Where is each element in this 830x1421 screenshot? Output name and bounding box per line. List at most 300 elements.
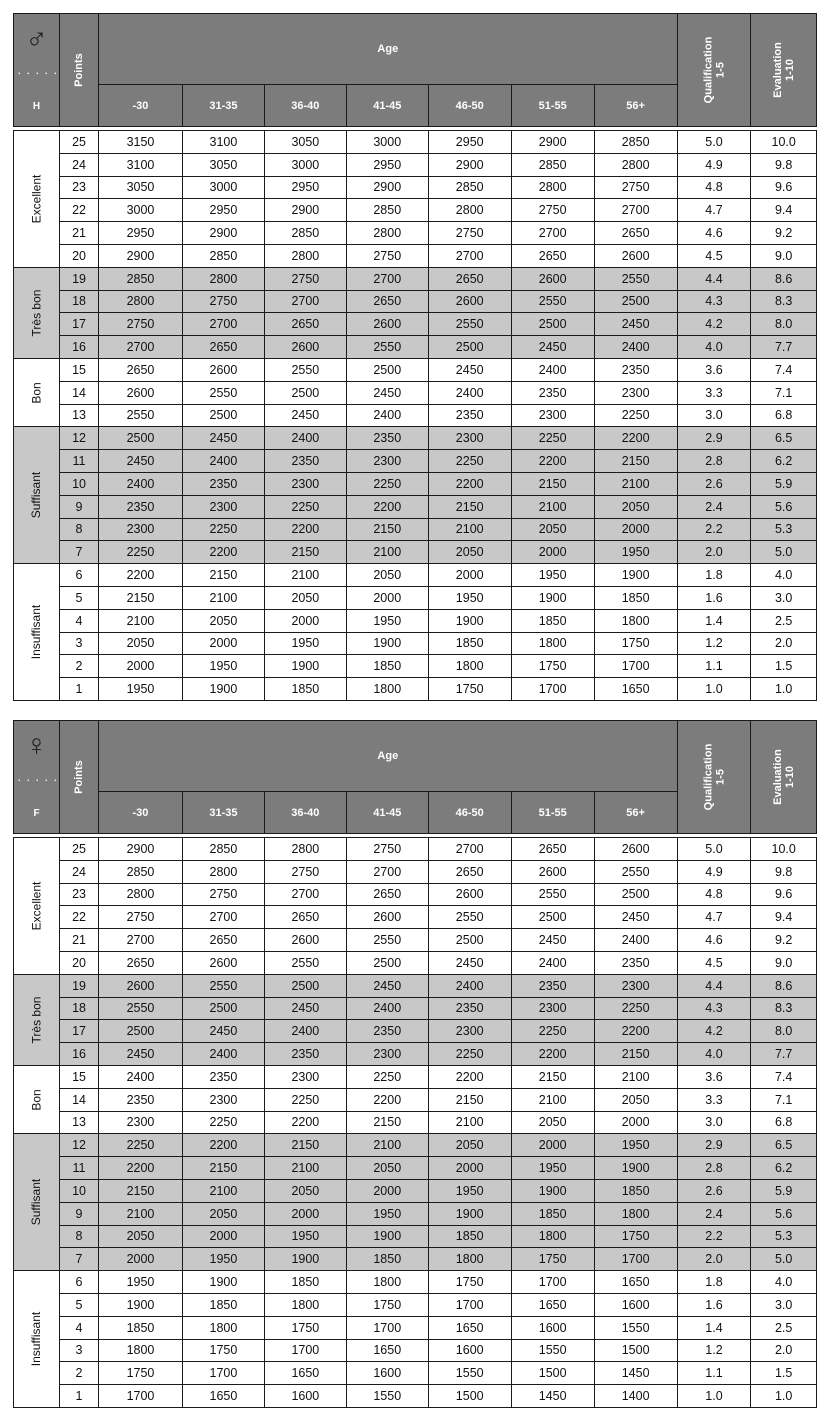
score-cell: 2700	[264, 290, 346, 313]
qualification-cell: 2.4	[677, 1202, 751, 1225]
score-cell: 1900	[346, 632, 428, 655]
score-cell: 2950	[98, 222, 182, 245]
qualification-cell: 2.6	[677, 472, 751, 495]
qualification-cell: 2.9	[677, 1134, 751, 1157]
evaluation-cell: 6.2	[751, 450, 817, 473]
qualification-cell: 4.2	[677, 313, 751, 336]
score-cell: 1800	[346, 1271, 428, 1294]
score-cell: 2200	[511, 450, 594, 473]
score-cell: 2900	[346, 176, 428, 199]
points-cell: 9	[60, 1202, 99, 1225]
score-cell: 2850	[511, 153, 594, 176]
score-cell: 2800	[594, 153, 677, 176]
evaluation-cell: 2.0	[751, 1339, 817, 1362]
points-cell: 7	[60, 1248, 99, 1271]
score-cell: 2550	[511, 883, 594, 906]
score-cell: 2250	[346, 472, 428, 495]
score-cell: 2650	[264, 906, 346, 929]
score-cell: 1600	[264, 1385, 346, 1408]
score-cell: 1900	[98, 1293, 182, 1316]
points-cell: 18	[60, 290, 99, 313]
qualification-cell: 1.6	[677, 1293, 751, 1316]
table-row	[14, 267, 817, 290]
points-cell: 20	[60, 951, 99, 974]
score-cell: 2150	[98, 1179, 182, 1202]
score-cell: 2000	[511, 541, 594, 564]
score-cell: 1450	[594, 1362, 677, 1385]
evaluation-cell: 9.8	[751, 860, 817, 883]
score-cell: 2000	[594, 1111, 677, 1134]
qualification-cell: 4.8	[677, 883, 751, 906]
score-cell: 2300	[511, 404, 594, 427]
evaluation-cell: 7.7	[751, 336, 817, 359]
score-cell: 2300	[594, 974, 677, 997]
table-row	[14, 1088, 817, 1111]
evaluation-cell: 2.5	[751, 1316, 817, 1339]
qualification-cell: 2.2	[677, 1225, 751, 1248]
score-cell: 2600	[182, 951, 264, 974]
score-cell: 2450	[594, 906, 677, 929]
evaluation-cell: 6.5	[751, 1134, 817, 1157]
score-cell: 2800	[182, 267, 264, 290]
score-cell: 1950	[182, 655, 264, 678]
score-cell: 2100	[594, 1065, 677, 1088]
score-cell: 1600	[428, 1339, 511, 1362]
score-cell: 1900	[428, 609, 511, 632]
score-cell: 2200	[594, 1020, 677, 1043]
score-cell: 2200	[264, 1111, 346, 1134]
evaluation-header	[751, 14, 817, 127]
qualification-range: 1-5	[713, 769, 726, 785]
score-cell: 1750	[428, 1271, 511, 1294]
score-cell: 2200	[511, 1043, 594, 1066]
score-cell: 2750	[594, 176, 677, 199]
score-cell: 1700	[594, 655, 677, 678]
score-cell: 2600	[346, 313, 428, 336]
score-cell: 2150	[346, 518, 428, 541]
score-cell: 2550	[428, 906, 511, 929]
score-cell: 2400	[428, 974, 511, 997]
evaluation-cell: 8.0	[751, 313, 817, 336]
qualification-cell: 1.8	[677, 1271, 751, 1294]
score-cell: 2000	[428, 564, 511, 587]
score-cell: 2250	[182, 518, 264, 541]
age-group-header: 56+	[594, 85, 677, 127]
score-cell: 2700	[346, 860, 428, 883]
score-cell: 2550	[511, 290, 594, 313]
score-cell: 1950	[594, 541, 677, 564]
score-cell: 2150	[594, 1043, 677, 1066]
score-cell: 2900	[98, 244, 182, 267]
points-cell: 16	[60, 336, 99, 359]
score-cell: 1850	[182, 1293, 264, 1316]
evaluation-cell: 9.8	[751, 153, 817, 176]
score-cell: 2700	[594, 199, 677, 222]
separator-dots: . . . . .	[18, 773, 59, 783]
score-cell: 1650	[264, 1362, 346, 1385]
score-cell: 2100	[346, 541, 428, 564]
qualification-label: Qualification	[701, 743, 714, 811]
score-cell: 2000	[264, 1202, 346, 1225]
qualification-cell: 5.0	[677, 131, 751, 154]
sex-cell	[14, 721, 60, 834]
score-cell: 2750	[98, 313, 182, 336]
score-cell: 2300	[594, 381, 677, 404]
category-cell	[14, 267, 60, 358]
points-cell: 23	[60, 176, 99, 199]
score-cell: 2400	[264, 427, 346, 450]
qualification-cell: 1.4	[677, 1316, 751, 1339]
age-header	[98, 721, 677, 792]
score-cell: 2200	[182, 541, 264, 564]
qualification-cell: 4.6	[677, 222, 751, 245]
score-cell: 2400	[346, 404, 428, 427]
score-cell: 2400	[346, 997, 428, 1020]
evaluation-cell: 5.0	[751, 1248, 817, 1271]
score-cell: 1950	[594, 1134, 677, 1157]
score-cell: 2250	[511, 427, 594, 450]
score-cell: 1800	[594, 609, 677, 632]
score-cell: 1650	[182, 1385, 264, 1408]
score-cell: 2050	[182, 1202, 264, 1225]
score-cell: 1950	[428, 1179, 511, 1202]
category-cell	[14, 1134, 60, 1271]
score-cell: 2150	[264, 541, 346, 564]
score-cell: 2850	[98, 267, 182, 290]
score-cell: 2550	[182, 974, 264, 997]
score-cell: 1950	[98, 1271, 182, 1294]
qualification-header	[677, 14, 751, 127]
score-cell: 1900	[428, 1202, 511, 1225]
score-cell: 2600	[428, 290, 511, 313]
score-cell: 1850	[511, 1202, 594, 1225]
table-row	[14, 404, 817, 427]
table-row	[14, 951, 817, 974]
female-symbol-icon: ♀	[25, 729, 48, 762]
category-label: Bon	[29, 1088, 44, 1111]
qualification-cell: 1.2	[677, 1339, 751, 1362]
male-symbol-icon: ♂	[25, 22, 48, 55]
score-cell: 2600	[264, 929, 346, 952]
score-cell: 2000	[182, 632, 264, 655]
table-row	[14, 336, 817, 359]
points-cell: 21	[60, 222, 99, 245]
score-cell: 2700	[511, 222, 594, 245]
score-cell: 2900	[511, 131, 594, 154]
score-cell: 2100	[594, 472, 677, 495]
evaluation-cell: 9.4	[751, 906, 817, 929]
evaluation-cell: 6.5	[751, 427, 817, 450]
score-cell: 1700	[428, 1293, 511, 1316]
category-label: Très bon	[29, 996, 44, 1044]
score-cell: 2250	[428, 1043, 511, 1066]
score-cell: 2100	[98, 1202, 182, 1225]
score-cell: 2500	[346, 358, 428, 381]
score-cell: 2250	[346, 1065, 428, 1088]
points-cell: 2	[60, 1362, 99, 1385]
score-cell: 1800	[346, 678, 428, 701]
points-cell: 17	[60, 313, 99, 336]
score-cell: 2700	[428, 244, 511, 267]
points-cell: 24	[60, 153, 99, 176]
score-cell: 2850	[428, 176, 511, 199]
score-cell: 2100	[98, 609, 182, 632]
score-cell: 2400	[98, 1065, 182, 1088]
score-cell: 1750	[511, 1248, 594, 1271]
points-cell: 10	[60, 472, 99, 495]
evaluation-cell: 6.8	[751, 404, 817, 427]
score-cell: 2700	[98, 929, 182, 952]
points-cell: 9	[60, 495, 99, 518]
score-cell: 2650	[511, 244, 594, 267]
qualification-cell: 1.1	[677, 1362, 751, 1385]
score-cell: 3150	[98, 131, 182, 154]
points-cell: 19	[60, 974, 99, 997]
score-cell: 2450	[511, 929, 594, 952]
points-cell: 22	[60, 906, 99, 929]
score-cell: 3000	[346, 131, 428, 154]
qualification-cell: 2.8	[677, 1157, 751, 1180]
table-row	[14, 1134, 817, 1157]
table-row	[14, 427, 817, 450]
age-group-header: 41-45	[346, 792, 428, 834]
score-cell: 1850	[264, 678, 346, 701]
score-cell: 2600	[98, 381, 182, 404]
evaluation-label: Evaluation	[771, 42, 784, 98]
age-group-header: -30	[98, 792, 182, 834]
score-cell: 1550	[346, 1385, 428, 1408]
qualification-cell: 4.7	[677, 906, 751, 929]
score-cell: 2900	[98, 838, 182, 861]
score-cell: 1550	[428, 1362, 511, 1385]
points-cell: 25	[60, 838, 99, 861]
score-cell: 3100	[98, 153, 182, 176]
points-cell: 11	[60, 450, 99, 473]
qualification-cell: 4.9	[677, 153, 751, 176]
score-cell: 2400	[511, 951, 594, 974]
score-cell: 2450	[182, 427, 264, 450]
points-cell: 23	[60, 883, 99, 906]
score-cell: 2550	[98, 997, 182, 1020]
score-cell: 3100	[182, 131, 264, 154]
qualification-range: 1-5	[713, 62, 726, 78]
female-score-table	[13, 720, 817, 1408]
score-cell: 1800	[428, 1248, 511, 1271]
table-row	[14, 313, 817, 336]
qualification-cell: 1.2	[677, 632, 751, 655]
table-row	[14, 1043, 817, 1066]
evaluation-cell: 5.3	[751, 518, 817, 541]
score-cell: 1800	[182, 1316, 264, 1339]
score-cell: 2750	[182, 290, 264, 313]
score-cell: 2500	[182, 997, 264, 1020]
score-cell: 2550	[182, 381, 264, 404]
separator-dots: . . . . .	[18, 66, 59, 76]
table-row	[14, 1225, 817, 1248]
score-cell: 1750	[428, 678, 511, 701]
evaluation-cell: 9.4	[751, 199, 817, 222]
score-cell: 2200	[594, 427, 677, 450]
table-row	[14, 655, 817, 678]
score-cell: 2100	[428, 518, 511, 541]
score-cell: 1800	[511, 632, 594, 655]
score-cell: 2300	[98, 1111, 182, 1134]
table-row	[14, 586, 817, 609]
score-cell: 2000	[428, 1157, 511, 1180]
table-row	[14, 450, 817, 473]
score-cell: 2600	[594, 244, 677, 267]
score-cell: 1850	[98, 1316, 182, 1339]
score-cell: 1500	[511, 1362, 594, 1385]
score-cell: 2050	[98, 1225, 182, 1248]
score-cell: 2550	[98, 404, 182, 427]
score-cell: 2250	[98, 1134, 182, 1157]
score-cell: 2500	[264, 381, 346, 404]
score-cell: 2500	[428, 336, 511, 359]
table-row	[14, 518, 817, 541]
score-cell: 2450	[428, 951, 511, 974]
score-cell: 2450	[98, 450, 182, 473]
table-row	[14, 358, 817, 381]
score-cell: 2050	[264, 1179, 346, 1202]
score-cell: 2850	[346, 199, 428, 222]
score-cell: 1950	[264, 1225, 346, 1248]
qualification-cell: 1.8	[677, 564, 751, 587]
score-cell: 1800	[264, 1293, 346, 1316]
score-cell: 1600	[346, 1362, 428, 1385]
score-cell: 2600	[428, 883, 511, 906]
age-label: Age	[377, 750, 399, 762]
score-cell: 1800	[511, 1225, 594, 1248]
points-cell: 5	[60, 586, 99, 609]
points-cell: 21	[60, 929, 99, 952]
score-cell: 2650	[428, 267, 511, 290]
score-cell: 2450	[346, 381, 428, 404]
table-row	[14, 564, 817, 587]
score-cell: 2650	[428, 860, 511, 883]
score-cell: 2100	[346, 1134, 428, 1157]
score-cell: 2800	[264, 838, 346, 861]
evaluation-header	[751, 721, 817, 834]
score-cell: 2650	[264, 313, 346, 336]
score-cell: 2650	[346, 883, 428, 906]
evaluation-label: Evaluation	[771, 749, 784, 805]
score-cell: 2400	[594, 336, 677, 359]
score-cell: 2500	[264, 974, 346, 997]
category-label: Insuffisant	[29, 1311, 44, 1367]
score-cell: 2050	[346, 564, 428, 587]
score-cell: 1750	[594, 1225, 677, 1248]
points-cell: 2	[60, 655, 99, 678]
table-row	[14, 974, 817, 997]
score-cell: 1700	[594, 1248, 677, 1271]
qualification-cell: 2.0	[677, 541, 751, 564]
score-cell: 1400	[594, 1385, 677, 1408]
evaluation-cell: 9.6	[751, 883, 817, 906]
score-cell: 2600	[594, 838, 677, 861]
score-cell: 2600	[264, 336, 346, 359]
qualification-cell: 4.5	[677, 951, 751, 974]
score-cell: 2000	[182, 1225, 264, 1248]
score-cell: 1850	[428, 632, 511, 655]
score-cell: 2750	[511, 199, 594, 222]
score-cell: 2150	[511, 1065, 594, 1088]
score-cell: 2650	[182, 336, 264, 359]
score-cell: 2450	[511, 336, 594, 359]
score-cell: 2500	[594, 290, 677, 313]
score-cell: 1650	[594, 678, 677, 701]
score-cell: 1700	[98, 1385, 182, 1408]
evaluation-cell: 2.5	[751, 609, 817, 632]
score-cell: 2300	[346, 450, 428, 473]
evaluation-range: 1-10	[783, 58, 796, 82]
points-cell: 4	[60, 1316, 99, 1339]
score-cell: 2450	[182, 1020, 264, 1043]
category-label: Insuffisant	[29, 604, 44, 660]
evaluation-cell: 9.2	[751, 929, 817, 952]
score-cell: 1600	[511, 1316, 594, 1339]
score-cell: 2000	[264, 609, 346, 632]
score-cell: 2200	[428, 1065, 511, 1088]
age-group-header: 51-55	[511, 792, 594, 834]
evaluation-cell: 1.5	[751, 655, 817, 678]
age-group-header: 36-40	[264, 792, 346, 834]
points-cell: 14	[60, 381, 99, 404]
score-cell: 2700	[182, 313, 264, 336]
score-cell: 2000	[98, 1248, 182, 1271]
table-row	[14, 632, 817, 655]
header-row	[14, 721, 817, 792]
score-cell: 1950	[346, 609, 428, 632]
score-cell: 2000	[346, 1179, 428, 1202]
score-cell: 2800	[428, 199, 511, 222]
score-cell: 2800	[264, 244, 346, 267]
table-row	[14, 1316, 817, 1339]
score-cell: 1800	[98, 1339, 182, 1362]
score-cell: 1900	[182, 678, 264, 701]
evaluation-cell: 7.4	[751, 358, 817, 381]
score-cell: 2750	[264, 860, 346, 883]
score-cell: 1950	[428, 586, 511, 609]
score-cell: 2600	[98, 974, 182, 997]
score-cell: 2450	[346, 974, 428, 997]
points-label: Points	[73, 53, 86, 87]
score-cell: 2250	[428, 450, 511, 473]
category-cell	[14, 131, 60, 268]
score-cell: 2000	[594, 518, 677, 541]
score-cell: 2900	[264, 199, 346, 222]
points-cell: 24	[60, 860, 99, 883]
score-cell: 1900	[594, 1157, 677, 1180]
score-cell: 2050	[346, 1157, 428, 1180]
score-cell: 2950	[346, 153, 428, 176]
category-cell	[14, 427, 60, 564]
score-cell: 2300	[428, 427, 511, 450]
score-cell: 1950	[182, 1248, 264, 1271]
evaluation-cell: 6.8	[751, 1111, 817, 1134]
evaluation-cell: 5.6	[751, 495, 817, 518]
score-cell: 2100	[511, 495, 594, 518]
score-cell: 2650	[346, 290, 428, 313]
score-cell: 2450	[264, 997, 346, 1020]
score-cell: 2200	[264, 518, 346, 541]
points-cell: 15	[60, 1065, 99, 1088]
score-cell: 2050	[264, 586, 346, 609]
qualification-cell: 4.9	[677, 860, 751, 883]
qualification-cell: 3.6	[677, 1065, 751, 1088]
age-group-header: 46-50	[428, 792, 511, 834]
score-cell: 2200	[98, 1157, 182, 1180]
